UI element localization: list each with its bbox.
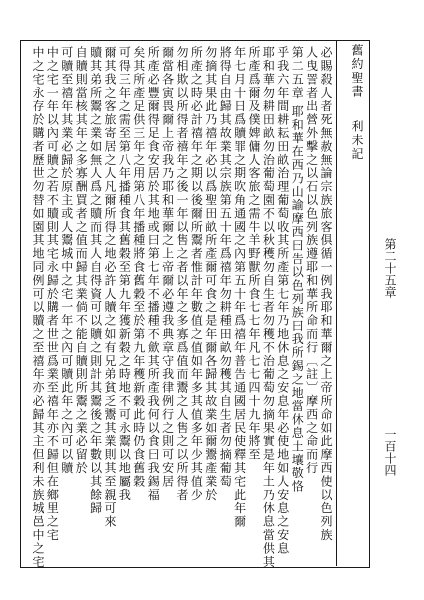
text-column: 矣其所產足供三年之用第八年播種將食舊穀至於第九年穫新穀此時仍食舊穀 [131, 46, 146, 489]
text-column: 中之宅一年以內可贖之若不贖則其宅永歸於購者世世爲業至禧年亦不歸但在鄉里之宅 [45, 46, 60, 542]
text-column: 中之宅永存於購者歷世勿替如園其地同例可以贖之至禧年亦必歸其主但利未族城邑中之宅 [31, 46, 45, 569]
text-column: 所產之時必計禧年之期以後爾所鬻者惟計年數值之值如年多其值多年少其值少 [189, 46, 204, 502]
text-column: 可得三年之需至第八年播種食其舊穀至第九年獲新穀之時地不可永鬻以地屬我 [117, 46, 132, 502]
text-column: 自贖則當核其年之多寡酬買者之值而歸其業倘不能自贖則所鬻之業必留於 [74, 46, 89, 475]
text-column: 人曳詈者出營外擊之以石以色列族遵耶和華所命而行〔註〕摩西之命而行 [304, 46, 319, 475]
text-column: 耶和華勿耕田畝勿治葡萄園不以秋穫勿自生者勿穫不治葡萄勿摘果實是年土乃休息當供其 [261, 46, 276, 569]
text-column: 必賜殺人者死無赦無論宗族旅客俱循一例我耶和華爾之上帝所命如此摩西使以色列族 [319, 46, 333, 542]
text-column: 將得自由歸其故業其宗族第五十年爲禧年勿耕種田畝勿穫其自生者勿摘葡萄 [218, 46, 233, 489]
text-column: 爾其我之客旅寄居之人凡爾所得之地必許人贖之如有兄弟貧乏鬻其業則其至親可來 [103, 46, 117, 529]
header-rule [336, 41, 337, 566]
text-column: 爾當各寅畏爾上帝我乃耶和華爾之上帝爾必遵我典章守我律例行之則可安居 [160, 46, 175, 489]
text-column: 勿相欺以所得者禧年之後一年以售之者以年之多寡爲值而鬻之人售之以所得者 [175, 46, 189, 502]
text-column: 年七月十日爲贖罪之期吹角通國之內第五十年爲禧年普告通國居民使釋其宅此年爾 [232, 46, 247, 529]
text-column: 可贖至禧年其業必歸於原主或人鬻城中之宅一年之內可贖此年之內可以贖 [59, 46, 74, 475]
book-title: 舊約聖書 [350, 44, 364, 99]
text-column: 所產必豐爾得足食安居於其地或曰第七年不播種不歛其所產我何以食曰我錫福 [146, 46, 161, 502]
text-column: 第二五章 耶和華在西乃山諭摩西曰告以色列族曰我所錫之地當休息土壤敬恪 [290, 46, 305, 494]
book-name: 利未記 [350, 120, 364, 161]
text-column: 所產爲爾及僕婢傭人客旅之需牛羊野獸所食七七年凡七七四十九年將至 [247, 46, 261, 462]
page-number: 一百十四 [383, 428, 397, 476]
text-column: 勿摘其果此乃禧年必以爲聖田畝所產爾可食之是年爾各歸其故業如爾鬻產業於 [203, 46, 218, 502]
text-column: 乎我六年間耕耘田畝治理葡萄收其所產第七年乃地休息之安息年必使地如人安息之安息 [275, 46, 290, 556]
text-column: 贖其弟所鬻之業如無人爲之贖而其人自得資可以贖之則計其鬻後之年數以其餘歸 [88, 46, 103, 515]
chapter-heading: 第二十五章 [383, 238, 397, 298]
